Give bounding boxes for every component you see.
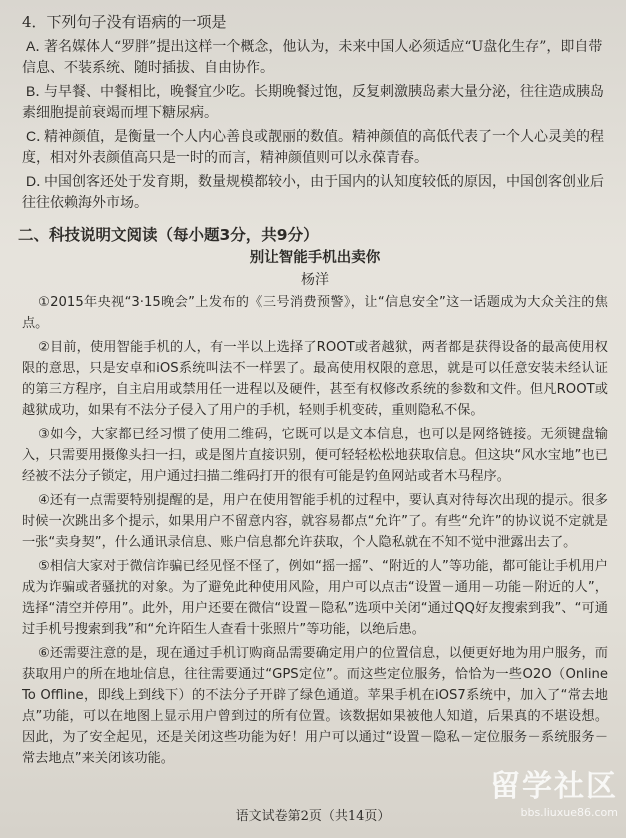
option-label: B． [26,83,50,99]
option-text: 中国创客还处于发育期，数量规模都较小，由于国内的认知度较低的原因，中国创客创业后往往依赖海外市场。 [22,174,604,211]
article-paragraph-4: ④还有一点需要特别提醒的是，用户在使用智能手机的过程中，要认真对待每次出现的提示。很多时候一次跳出多个提示，如果用户不留意内容，就容易都点“允许”了。有些“允许”的协议说不定就是一张“卖身契”，什么通讯录信息、账户信息都允许获取，个人隐私就在不知不觉中泄露出去了。 [22,493,608,550]
watermark-url: bbs.liuxue86.com [520,806,618,819]
option-label: D． [26,173,51,189]
article-title: 别让智能手机出卖你 [249,250,381,266]
option-label: C． [26,128,51,144]
article-author: 杨洋 [301,272,329,288]
option-text: 精神颜值，是衡量一个人内心善良或靓丽的数值。精神颜值的高低代表了一个人心灵美的程度，相对外表颜值高只是一时的而言，精神颜值则可以永葆青春。 [22,129,604,166]
option-text: 著名媒体人“罗胖”提出这样一个概念，他认为，未来中国人必须适应“U盘化生存”，即自带信息、不装系统、随时插拔、自由协作。 [22,39,603,76]
option-b [22,81,608,124]
option-c [22,126,608,169]
article-paragraph-3: ③如今，大家都已经习惯了使用二维码，它既可以是文本信息，也可以是网络链接。无须键盘输入，只需要用摄像头扫一扫，或是图片直接识别，便可轻轻松松地获取信息。但这块“风水宝地”也已经被不法分子锁定，用户通过扫描二维码打开的很有可能是钓鱼网站或者木马程序。 [22,427,608,484]
watermark-logo-text: 留学社区 [490,769,618,804]
option-a [22,36,608,79]
section-heading: 二、科技说明文阅读（每小题3分，共9分） [18,226,319,244]
page-footer: 语文试卷第2页（共14页） [235,809,391,824]
option-d [22,171,608,214]
article-paragraph-6: ⑥还需要注意的是，现在通过手机订购商品需要确定用户的位置信息，以便更好地为用户服务，而获取用户的所在地址信息，往往需要通过“GPS定位”。而这些定位服务，恰恰为一些O2O（Online To Offline，即线上到线下）的不法分子开辟了绿色通道。苹果手机在iOS7系统中，加入了“常去地点”功能，可以在地图上显示用户曾到过的所有位置。该数据如果被他人知道，后果真的不堪设想。因此，为了安全起见，还是关闭这些功能为好！用户可以通过“设置－隐私－定位服务－系统服务－常去地点”来关闭该功能。 [22,646,608,766]
article-paragraph-1: ①2015年央视“3·15晚会”上发布的《三号消费预警》，让“信息安全”这一话题成为大众关注的焦点。 [22,295,608,331]
article-paragraph-2: ②目前，使用智能手机的人，有一半以上选择了ROOT或者越狱，两者都是获得设备的最高使用权限的意思，只是安卓和iOS系统叫法不一样罢了。最高使用权限的意思，就是可以任意安装未经认证的第三方程序，自主启用或禁用任一进程以及硬件，甚至有权修改系统的参数和文件。但凡ROOT或越狱成功，如果有不法分子侵入了用户的手机，轻则手机变砖，重则隐私不保。 [22,340,608,418]
watermark-logo [468,768,618,830]
question-4 [22,12,608,214]
article-body [22,292,608,769]
question-title: 4．下列句子没有语病的一项是 [22,13,227,31]
option-label: A． [26,38,50,54]
option-text: 与早餐、中餐相比，晚餐宜少吃。长期晚餐过饱，反复刺激胰岛素大量分泌，往往造成胰岛素细胞提前衰竭而埋下糖尿病。 [22,84,604,121]
article-paragraph-5: ⑤相信大家对于微信诈骗已经见怪不怪了，例如“摇一摇”、“附近的人”等功能，都可能让手机用户成为诈骗或者骚扰的对象。为了避免此种使用风险，用户可以点击“设置－通用－功能－附近的人”，选择“清空并停用”。此外，用户还要在微信“设置－隐私”选项中关闭“通过QQ好友搜索到我”、“可通过手机号搜索到我”和“允许陌生人查看十张照片”等功能，以绝后患。 [22,559,608,637]
